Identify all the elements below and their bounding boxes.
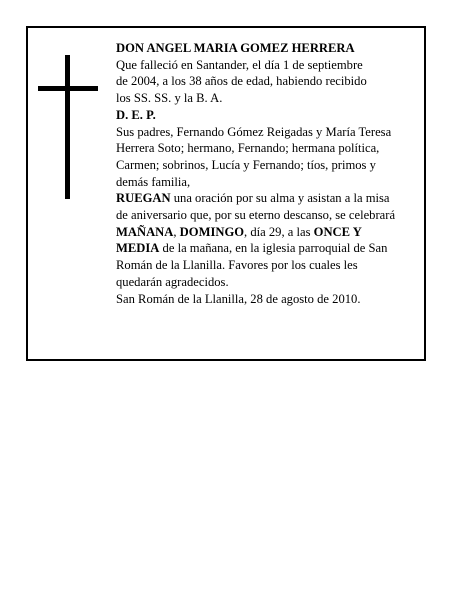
ruegan-line <box>116 190 422 207</box>
closing-line: Román de la Llanilla. Favores por los cuales les <box>116 258 358 273</box>
ruegan-rest-text: una oración por su alma y asistan a la misa <box>170 191 390 206</box>
ruegan-text: RUEGAN <box>116 191 171 206</box>
manana-text: MAÑANA <box>116 224 174 239</box>
media-text: MEDIA <box>116 241 160 256</box>
deceased-name-line <box>116 40 422 57</box>
cross-horizontal-bar <box>38 86 98 91</box>
dep-text: D. E. P. <box>116 107 156 122</box>
death-line: de 2004, a los 38 años de edad, habiendo recibido <box>116 74 367 89</box>
obituary-notice <box>26 26 426 361</box>
family-line: Sus padres, Fernando Gómez Reigadas y María Teresa <box>116 124 392 139</box>
death-line: los SS. SS. y la B. A. <box>116 91 223 106</box>
media-line <box>116 240 422 257</box>
date-time-line <box>116 224 422 241</box>
death-line: Que falleció en Santander, el día 1 de septiembre <box>116 57 363 72</box>
cross-vertical-bar <box>65 55 70 199</box>
day-text: , día 29, a las <box>244 224 314 239</box>
family-line: Herrera Soto; hermano, Fernando; hermana política, <box>116 141 380 156</box>
comma-text: , <box>173 224 180 239</box>
family-line: Carmen; sobrinos, Lucía y Fernando; tíos, primos y <box>116 157 376 172</box>
media-rest-text: de la mañana, en la iglesia parroquial de San <box>159 241 388 256</box>
notice-text <box>116 40 422 307</box>
place-date-line: San Román de la Llanilla, 28 de agosto de 2010. <box>116 291 361 306</box>
closing-line: quedarán agradecidos. <box>116 274 229 289</box>
mass-line: de aniversario que, por su eterno descanso, se celebrará <box>116 208 396 223</box>
family-line: demás familia, <box>116 174 191 189</box>
domingo-text: DOMINGO <box>179 224 245 239</box>
cross-icon <box>38 55 98 199</box>
deceased-name: DON ANGEL MARIA GOMEZ HERRERA <box>116 41 355 55</box>
once-y-text: ONCE Y <box>313 224 362 239</box>
dep-line <box>116 107 422 124</box>
